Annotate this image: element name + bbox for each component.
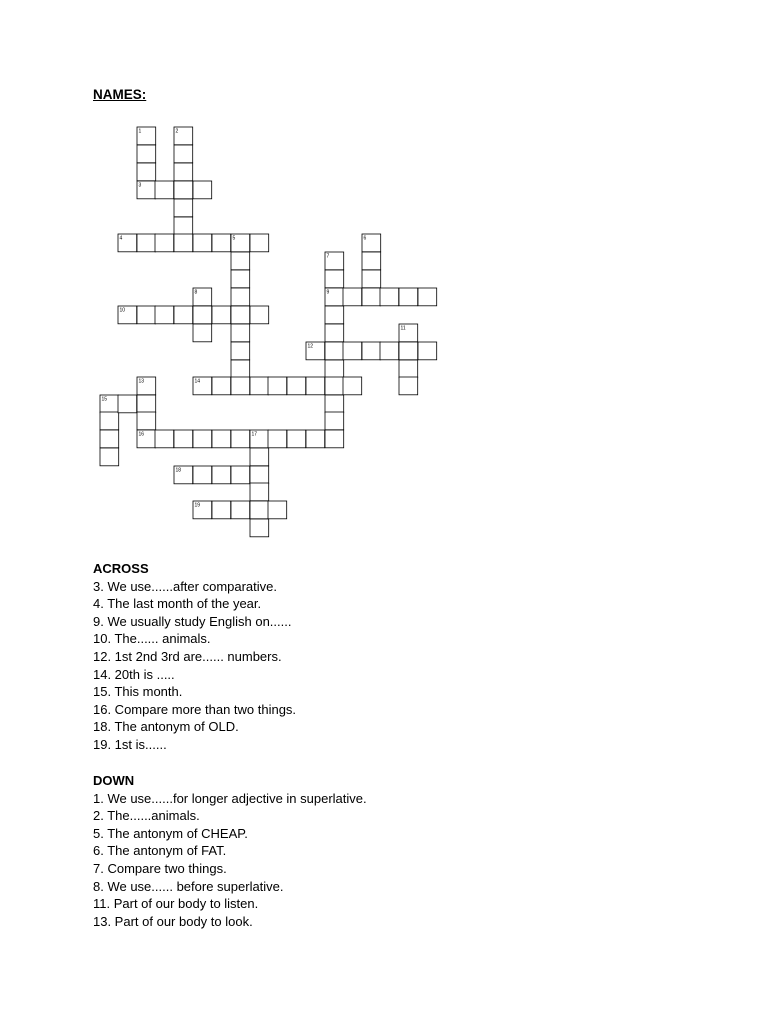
grid-cell[interactable] bbox=[325, 360, 344, 378]
grid-cell[interactable] bbox=[343, 377, 362, 395]
clue-number: 11 bbox=[400, 325, 406, 332]
grid-cell[interactable] bbox=[250, 377, 269, 395]
grid-cell[interactable] bbox=[193, 466, 212, 484]
grid-cell[interactable] bbox=[155, 181, 174, 199]
grid-cell[interactable] bbox=[268, 430, 287, 448]
across-clue: 12. 1st 2nd 3rd are...... numbers. bbox=[93, 648, 282, 664]
clue-number: 1 bbox=[138, 128, 142, 135]
grid-cell[interactable] bbox=[155, 306, 174, 324]
grid-cell[interactable] bbox=[231, 377, 250, 395]
across-clue: 9. We usually study English on...... bbox=[93, 613, 292, 629]
grid-cell[interactable] bbox=[325, 306, 344, 324]
grid-cell[interactable] bbox=[250, 519, 269, 537]
grid-cell[interactable] bbox=[231, 466, 250, 484]
grid-cell[interactable] bbox=[287, 430, 306, 448]
grid-cell[interactable] bbox=[287, 377, 306, 395]
grid-cell[interactable] bbox=[231, 252, 250, 270]
grid-cell[interactable] bbox=[174, 163, 193, 181]
grid-cell[interactable] bbox=[193, 324, 212, 342]
grid-cell[interactable] bbox=[174, 217, 193, 235]
down-clue: 5. The antonym of CHEAP. bbox=[93, 825, 248, 841]
grid-cell[interactable] bbox=[100, 448, 119, 466]
grid-cell[interactable] bbox=[362, 288, 381, 306]
grid-cell[interactable] bbox=[174, 234, 193, 252]
clue-number: 18 bbox=[175, 467, 182, 474]
down-clue: 2. The......animals. bbox=[93, 808, 200, 824]
grid-cell[interactable] bbox=[174, 306, 193, 324]
across-clue: 14. 20th is ..... bbox=[93, 666, 175, 682]
grid-cell[interactable] bbox=[399, 377, 418, 395]
clue-number: 12 bbox=[307, 343, 314, 350]
grid-cell[interactable] bbox=[137, 234, 156, 252]
grid-cell[interactable] bbox=[137, 145, 156, 163]
down-heading: DOWN bbox=[93, 773, 135, 788]
across-clue: 10. The...... animals. bbox=[93, 631, 211, 647]
grid-cell[interactable] bbox=[231, 501, 250, 519]
clue-number: 5 bbox=[232, 235, 236, 242]
grid-cell[interactable] bbox=[380, 288, 399, 306]
grid-cell[interactable] bbox=[174, 181, 193, 199]
clue-number: 19 bbox=[194, 502, 201, 509]
down-clue: 13. Part of our body to look. bbox=[93, 913, 253, 929]
grid-cell[interactable] bbox=[362, 270, 381, 288]
grid-cell[interactable] bbox=[231, 270, 250, 288]
grid-cell[interactable] bbox=[193, 181, 212, 199]
grid-cell[interactable] bbox=[268, 377, 287, 395]
across-clue: 19. 1st is...... bbox=[93, 736, 167, 752]
grid-cell[interactable] bbox=[118, 395, 137, 413]
grid-cell[interactable] bbox=[250, 466, 269, 484]
clue-number: 16 bbox=[138, 431, 145, 438]
grid-cell[interactable] bbox=[343, 288, 362, 306]
grid-cell[interactable] bbox=[155, 234, 174, 252]
down-clue: 1. We use......for longer adjective in superlative. bbox=[93, 790, 367, 806]
grid-cell[interactable] bbox=[418, 342, 437, 360]
grid-cell[interactable] bbox=[193, 306, 212, 324]
down-clues bbox=[93, 772, 367, 930]
grid-cell[interactable] bbox=[137, 306, 156, 324]
across-clue: 18. The antonym of OLD. bbox=[93, 719, 239, 735]
clue-number: 14 bbox=[194, 378, 201, 385]
grid-cell[interactable] bbox=[100, 412, 119, 430]
grid-cell[interactable] bbox=[155, 430, 174, 448]
grid-cell[interactable] bbox=[193, 234, 212, 252]
grid-cell[interactable] bbox=[100, 430, 119, 448]
clue-number: 17 bbox=[251, 431, 258, 438]
grid-cell[interactable] bbox=[250, 234, 269, 252]
down-clue: 7. Compare two things. bbox=[93, 860, 227, 876]
grid-cell[interactable] bbox=[212, 466, 231, 484]
across-heading: ACROSS bbox=[93, 561, 149, 576]
across-clue: 3. We use......after comparative. bbox=[93, 578, 278, 594]
across-clues bbox=[93, 560, 296, 754]
grid-cell[interactable] bbox=[362, 342, 381, 360]
down-clue: 8. We use...... before superlative. bbox=[93, 878, 284, 894]
grid-cell[interactable] bbox=[325, 324, 344, 342]
grid-cell[interactable] bbox=[231, 360, 250, 378]
clue-number: 15 bbox=[101, 396, 108, 403]
grid-cell[interactable] bbox=[325, 430, 344, 448]
grid-cell[interactable] bbox=[137, 412, 156, 430]
grid-cell[interactable] bbox=[174, 145, 193, 163]
clue-number: 3 bbox=[138, 182, 142, 189]
clue-number: 6 bbox=[363, 235, 367, 242]
grid-cell[interactable] bbox=[362, 252, 381, 270]
clue-number: 13 bbox=[138, 378, 145, 385]
grid-cell[interactable] bbox=[399, 360, 418, 378]
grid-cell[interactable] bbox=[306, 430, 325, 448]
grid-cell[interactable] bbox=[212, 430, 231, 448]
across-clue: 4. The last month of the year. bbox=[93, 596, 262, 612]
grid-cell[interactable] bbox=[193, 430, 212, 448]
across-clue: 15. This month. bbox=[93, 684, 183, 700]
clue-number: 9 bbox=[326, 289, 330, 296]
grid-cell[interactable] bbox=[212, 306, 231, 324]
grid-cell[interactable] bbox=[174, 430, 193, 448]
names-label: NAMES: bbox=[93, 87, 147, 102]
across-clue: 16. Compare more than two things. bbox=[93, 701, 297, 717]
grid-cell[interactable] bbox=[250, 501, 269, 519]
grid-cell[interactable] bbox=[343, 342, 362, 360]
grid-cell[interactable] bbox=[174, 199, 193, 217]
grid-cell[interactable] bbox=[212, 501, 231, 519]
grid-cell[interactable] bbox=[325, 342, 344, 360]
clue-number: 8 bbox=[194, 289, 198, 296]
grid-cell[interactable] bbox=[231, 430, 250, 448]
grid-cell[interactable] bbox=[250, 448, 269, 466]
grid-cell[interactable] bbox=[268, 501, 287, 519]
grid-cell[interactable] bbox=[231, 306, 250, 324]
grid-cell[interactable] bbox=[231, 288, 250, 306]
grid-cell[interactable] bbox=[325, 395, 344, 413]
grid-cell[interactable] bbox=[325, 270, 344, 288]
grid-cell[interactable] bbox=[250, 306, 269, 324]
grid-cell[interactable] bbox=[418, 288, 437, 306]
clue-number: 4 bbox=[119, 235, 123, 242]
grid-cell[interactable] bbox=[212, 234, 231, 252]
grid-cell[interactable] bbox=[399, 288, 418, 306]
clue-number: 2 bbox=[175, 128, 179, 135]
clue-number: 10 bbox=[119, 307, 126, 314]
grid-cell[interactable] bbox=[212, 377, 231, 395]
grid-cell[interactable] bbox=[325, 412, 344, 430]
grid-cell[interactable] bbox=[137, 163, 156, 181]
down-clue: 6. The antonym of FAT. bbox=[93, 843, 227, 859]
grid-cell[interactable] bbox=[250, 483, 269, 501]
clue-number: 7 bbox=[326, 253, 330, 260]
grid-cell[interactable] bbox=[231, 324, 250, 342]
grid-cell[interactable] bbox=[231, 342, 250, 360]
down-clue: 11. Part of our body to listen. bbox=[93, 896, 259, 912]
grid-cell[interactable] bbox=[399, 342, 418, 360]
grid-cell[interactable] bbox=[137, 395, 156, 413]
grid-cell[interactable] bbox=[325, 377, 344, 395]
grid-cell[interactable] bbox=[380, 342, 399, 360]
grid-cell[interactable] bbox=[306, 377, 325, 395]
